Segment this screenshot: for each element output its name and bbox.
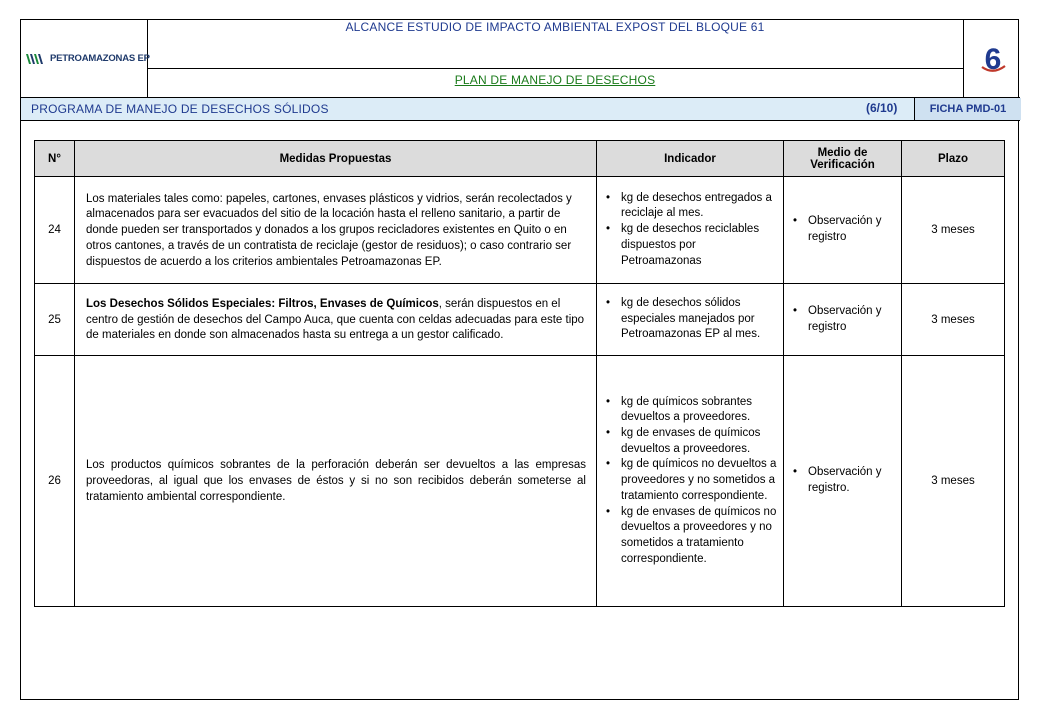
indicator-item: • kg de desechos entregados a reciclaje al mes. — [605, 191, 777, 222]
company-name: PETROAMAZONAS EP — [50, 53, 150, 64]
row-measure — [75, 284, 597, 356]
row-verification — [784, 177, 902, 284]
verification-item: • Observación y registro. — [792, 465, 895, 496]
program-title: PROGRAMA DE MANEJO DE DESECHOS SÓLIDOS — [31, 102, 329, 116]
table-row — [35, 177, 1005, 284]
row-verification — [784, 284, 902, 356]
verification-item: • Observación y registro — [792, 304, 895, 335]
document-title: ALCANCE ESTUDIO DE IMPACTO AMBIENTAL EXPOST DEL BLOQUE 61 — [345, 20, 765, 34]
row-term: 3 meses — [902, 356, 1005, 607]
row-indicators — [597, 177, 784, 284]
section-number-cell — [963, 20, 1021, 97]
col-header-indicador: Indicador — [597, 141, 784, 177]
indicator-item: • kg de químicos no devueltos a proveedores y no sometidos a tratamiento correspondiente. — [605, 457, 777, 504]
indicator-item: • kg de envases de químicos devueltos a proveedores. — [605, 426, 777, 457]
ficha-code: FICHA PMD-01 — [914, 98, 1021, 120]
row-term: 3 meses — [902, 177, 1005, 284]
row-measure-text: Los materiales tales como: papeles, cartones, envases plásticos y vidrios, serán recolectados y almacenados para ser evacuados del sitio de la locación hasta el relleno sanitario, a partir de donde pueden ser transportados y donados a los grupos recicladores existentes en Quito o en otros cantones, a través de un contratista de reciclaje (gestor de residuos); o caso contrario ser dispuestos de acuerdo a los criterios ambientales Petroamazonas EP. — [86, 192, 572, 268]
row-measure-bold: Los Desechos Sólidos Especiales: Filtros, Envases de Químicos — [86, 297, 439, 310]
verification-item: • Observación y registro — [792, 214, 895, 245]
section-number: 6 — [984, 42, 1001, 76]
row-number: 25 — [35, 284, 75, 356]
section-number-icon — [976, 42, 1010, 76]
indicator-item: • kg de químicos sobrantes devueltos a proveedores. — [605, 395, 777, 426]
table-header-row — [35, 141, 1005, 177]
document-subtitle: PLAN DE MANEJO DE DESECHOS — [454, 73, 656, 87]
col-header-verificacion: Medio de Verificación — [784, 141, 902, 177]
col-header-num: N° — [35, 141, 75, 177]
document-subtitle-cell — [147, 68, 963, 97]
program-page: (6/10) — [866, 101, 898, 115]
document-title-cell — [147, 20, 963, 69]
col-header-medidas: Medidas Propuestas — [75, 141, 597, 177]
table-row — [35, 284, 1005, 356]
row-number: 26 — [35, 356, 75, 607]
indicator-item: • kg de envases de químicos no devueltos a proveedores y no sometidos a tratamiento correspondiente. — [605, 505, 777, 568]
indicator-item: • kg de desechos reciclables dispuestos por Petroamazonas — [605, 222, 777, 269]
row-number: 24 — [35, 177, 75, 284]
row-measure-text: Los productos químicos sobrantes de la perforación deberán ser devueltos a las empresas proveedoras, al igual que los envases de éstos y si no son recibidos deberán someterse al tratamiento ambiental correspondiente. — [86, 459, 586, 503]
company-logo — [21, 20, 148, 97]
petroamazonas-logo-icon — [25, 52, 47, 66]
row-measure-text: , serán dispuestos en el centro de gestión de desechos del Campo Auca, que cuenta con celdas adecuadas para este tipo de materiales en donde son almacenados hasta su entrega a un gestor calificado. — [86, 297, 585, 342]
program-bar — [21, 97, 1020, 121]
table-row — [35, 356, 1005, 607]
row-measure — [75, 356, 597, 607]
row-term: 3 meses — [902, 284, 1005, 356]
indicator-item: • kg de desechos sólidos especiales manejados por Petroamazonas EP al mes. — [605, 296, 777, 343]
row-indicators — [597, 356, 784, 607]
row-verification — [784, 356, 902, 607]
col-header-plazo: Plazo — [902, 141, 1005, 177]
row-measure — [75, 177, 597, 284]
row-indicators — [597, 284, 784, 356]
measures-table — [34, 140, 1005, 607]
